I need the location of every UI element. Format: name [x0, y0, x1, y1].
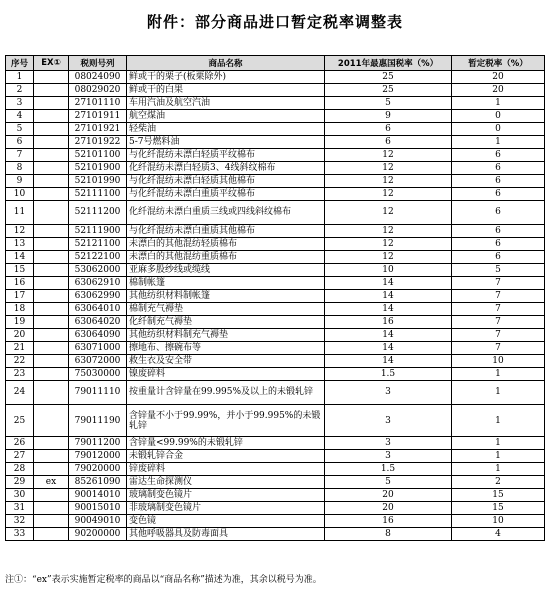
product-name: 轻柴油 [127, 123, 325, 136]
row-number: 27 [6, 450, 34, 463]
ex-mark [34, 355, 69, 368]
ex-mark [34, 97, 69, 110]
tariff-code: 79012000 [69, 450, 127, 463]
product-name: 棉制充气褥垫 [127, 303, 325, 316]
row-number: 13 [6, 238, 34, 251]
provisional-rate: 1 [452, 381, 545, 405]
provisional-rate: 10 [452, 355, 545, 368]
col-header-no: 序号 [6, 56, 34, 71]
row-number: 17 [6, 290, 34, 303]
ex-mark [34, 290, 69, 303]
provisional-rate: 0 [452, 123, 545, 136]
mfn-rate: 3 [325, 450, 452, 463]
row-number: 20 [6, 329, 34, 342]
ex-mark [34, 502, 69, 515]
row-number: 25 [6, 405, 34, 437]
tariff-code: 52111200 [69, 201, 127, 225]
tariff-code: 79020000 [69, 463, 127, 476]
provisional-rate: 7 [452, 277, 545, 290]
ex-mark [34, 201, 69, 225]
provisional-rate: 6 [452, 162, 545, 175]
row-number: 33 [6, 528, 34, 541]
provisional-rate: 7 [452, 303, 545, 316]
tariff-code: 27101922 [69, 136, 127, 149]
ex-mark [34, 463, 69, 476]
tariff-code: 79011190 [69, 405, 127, 437]
ex-mark [34, 175, 69, 188]
table-row [6, 342, 545, 355]
mfn-rate: 9 [325, 110, 452, 123]
table-row [6, 290, 545, 303]
mfn-rate: 3 [325, 437, 452, 450]
table-body [6, 71, 545, 541]
product-name: 其他呼吸器具及防毒面具 [127, 528, 325, 541]
page-title: 附件：部分商品进口暂定税率调整表 [146, 13, 403, 31]
row-number: 5 [6, 123, 34, 136]
row-number: 29 [6, 476, 34, 489]
row-number: 10 [6, 188, 34, 201]
row-number: 15 [6, 264, 34, 277]
table-row [6, 84, 545, 97]
table-row [6, 225, 545, 238]
ex-mark [34, 149, 69, 162]
ex-mark: ex [34, 476, 69, 489]
row-number: 1 [6, 71, 34, 84]
provisional-rate: 20 [452, 84, 545, 97]
product-name: 航空煤油 [127, 110, 325, 123]
row-number: 2 [6, 84, 34, 97]
product-name: 其他纺织材料制充气褥垫 [127, 329, 325, 342]
tariff-code: 79011110 [69, 381, 127, 405]
row-number: 14 [6, 251, 34, 264]
product-name: 镍废碎料 [127, 368, 325, 381]
tariff-code: 53062000 [69, 264, 127, 277]
ex-mark [34, 277, 69, 290]
ex-mark [34, 225, 69, 238]
provisional-rate: 1 [452, 437, 545, 450]
tariff-code: 63072000 [69, 355, 127, 368]
product-name: 与化纤混纺未漂白重质其他棉布 [127, 225, 325, 238]
table-row [6, 405, 545, 437]
row-number: 3 [6, 97, 34, 110]
product-name: 按重量计含锌量在99.995%及以上的未锻轧锌 [127, 381, 325, 405]
product-name: 非玻璃制变色镜片 [127, 502, 325, 515]
mfn-rate: 3 [325, 405, 452, 437]
provisional-rate: 6 [452, 238, 545, 251]
tariff-code: 52101990 [69, 175, 127, 188]
mfn-rate: 1.5 [325, 368, 452, 381]
provisional-rate: 1 [452, 368, 545, 381]
mfn-rate: 5 [325, 97, 452, 110]
ex-mark [34, 84, 69, 97]
table-row [6, 437, 545, 450]
row-number: 30 [6, 489, 34, 502]
table-row [6, 463, 545, 476]
tariff-code: 63064090 [69, 329, 127, 342]
product-name: 棉制帐篷 [127, 277, 325, 290]
product-name: 未漂白的其他混纺轻质棉布 [127, 238, 325, 251]
tariff-code: 27101911 [69, 110, 127, 123]
table-row [6, 123, 545, 136]
table-row [6, 528, 545, 541]
mfn-rate: 12 [325, 238, 452, 251]
provisional-rate: 7 [452, 290, 545, 303]
ex-mark [34, 238, 69, 251]
mfn-rate: 10 [325, 264, 452, 277]
tariff-code: 90200000 [69, 528, 127, 541]
tariff-code: 90049010 [69, 515, 127, 528]
ex-mark [34, 303, 69, 316]
provisional-rate: 7 [452, 329, 545, 342]
provisional-rate: 6 [452, 201, 545, 225]
product-name: 雷达生命探测仪 [127, 476, 325, 489]
provisional-rate: 2 [452, 476, 545, 489]
product-name: 化纤制充气褥垫 [127, 316, 325, 329]
provisional-rate: 7 [452, 316, 545, 329]
provisional-rate: 20 [452, 71, 545, 84]
tariff-code: 63064010 [69, 303, 127, 316]
product-name: 化纤混纺未漂白重质三线或四线斜纹棉布 [127, 201, 325, 225]
table-row [6, 502, 545, 515]
ex-mark [34, 110, 69, 123]
product-name: 变色镜 [127, 515, 325, 528]
provisional-rate: 1 [452, 136, 545, 149]
provisional-rate: 6 [452, 225, 545, 238]
tariff-code: 27101921 [69, 123, 127, 136]
row-number: 7 [6, 149, 34, 162]
product-name: 救生衣及安全带 [127, 355, 325, 368]
ex-mark [34, 368, 69, 381]
row-number: 12 [6, 225, 34, 238]
table-row [6, 97, 545, 110]
mfn-rate: 20 [325, 489, 452, 502]
provisional-rate: 7 [452, 342, 545, 355]
ex-mark [34, 515, 69, 528]
tariff-code: 63062910 [69, 277, 127, 290]
table-row [6, 368, 545, 381]
ex-mark [34, 405, 69, 437]
provisional-rate: 1 [452, 97, 545, 110]
ex-mark [34, 437, 69, 450]
provisional-rate: 6 [452, 175, 545, 188]
product-name: 未漂白的其他混纺重质棉布 [127, 251, 325, 264]
col-header-provisional-rate: 暂定税率（%） [452, 56, 545, 71]
mfn-rate: 25 [325, 84, 452, 97]
product-name: 鲜或干的白果 [127, 84, 325, 97]
mfn-rate: 12 [325, 149, 452, 162]
product-name: 其他纺织材料制帐篷 [127, 290, 325, 303]
mfn-rate: 12 [325, 175, 452, 188]
product-name: 含锌量<99.99%的未锻轧锌 [127, 437, 325, 450]
mfn-rate: 20 [325, 502, 452, 515]
tariff-code: 90014010 [69, 489, 127, 502]
col-header-ex: EX① [34, 56, 69, 71]
tariff-code: 08029020 [69, 84, 127, 97]
table-row [6, 188, 545, 201]
product-name: 5-7号燃料油 [127, 136, 325, 149]
product-name: 未锻轧锌合金 [127, 450, 325, 463]
table-row [6, 450, 545, 463]
ex-mark [34, 71, 69, 84]
tariff-code: 79011200 [69, 437, 127, 450]
mfn-rate: 12 [325, 225, 452, 238]
mfn-rate: 6 [325, 123, 452, 136]
row-number: 16 [6, 277, 34, 290]
provisional-rate: 0 [452, 110, 545, 123]
provisional-rate: 6 [452, 188, 545, 201]
provisional-rate: 6 [452, 149, 545, 162]
product-name: 亚麻多股纱线或缆线 [127, 264, 325, 277]
table-row [6, 329, 545, 342]
mfn-rate: 12 [325, 188, 452, 201]
table-row [6, 303, 545, 316]
table-row [6, 175, 545, 188]
row-number: 26 [6, 437, 34, 450]
table-row [6, 201, 545, 225]
mfn-rate: 14 [325, 303, 452, 316]
row-number: 24 [6, 381, 34, 405]
mfn-rate: 12 [325, 251, 452, 264]
tariff-code: 85261090 [69, 476, 127, 489]
mfn-rate: 14 [325, 329, 452, 342]
table-row [6, 515, 545, 528]
table-row [6, 264, 545, 277]
mfn-rate: 14 [325, 290, 452, 303]
product-name: 玻璃制变色镜片 [127, 489, 325, 502]
tariff-code: 63064020 [69, 316, 127, 329]
provisional-rate: 5 [452, 264, 545, 277]
col-header-name: 商品名称 [127, 56, 325, 71]
product-name: 车用汽油及航空汽油 [127, 97, 325, 110]
mfn-rate: 8 [325, 528, 452, 541]
ex-mark [34, 342, 69, 355]
ex-mark [34, 316, 69, 329]
provisional-rate: 4 [452, 528, 545, 541]
product-name: 擦地布、擦碗布等 [127, 342, 325, 355]
col-header-mfn-rate: 2011年最惠国税率（%） [325, 56, 452, 71]
product-name: 与化纤混纺未漂白轻质平纹棉布 [127, 149, 325, 162]
table-row [6, 251, 545, 264]
tariff-code: 27101110 [69, 97, 127, 110]
table-row [6, 238, 545, 251]
mfn-rate: 16 [325, 316, 452, 329]
row-number: 23 [6, 368, 34, 381]
tariff-code: 63071000 [69, 342, 127, 355]
col-header-code: 税则号列 [69, 56, 127, 71]
mfn-rate: 3 [325, 381, 452, 405]
table-row [6, 162, 545, 175]
table-row [6, 316, 545, 329]
table-row [6, 110, 545, 123]
tariff-code: 08024090 [69, 71, 127, 84]
table-row [6, 355, 545, 368]
tariff-code: 52121100 [69, 238, 127, 251]
row-number: 32 [6, 515, 34, 528]
product-name: 与化纤混纺未漂白重质平纹棉布 [127, 188, 325, 201]
tariff-code: 52111100 [69, 188, 127, 201]
tariff-code: 52101900 [69, 162, 127, 175]
ex-mark [34, 264, 69, 277]
ex-mark [34, 188, 69, 201]
ex-mark [34, 162, 69, 175]
row-number: 31 [6, 502, 34, 515]
provisional-rate: 6 [452, 251, 545, 264]
table-row [6, 149, 545, 162]
tariff-code: 90015010 [69, 502, 127, 515]
provisional-rate: 1 [452, 463, 545, 476]
mfn-rate: 14 [325, 342, 452, 355]
product-name: 锌废碎料 [127, 463, 325, 476]
mfn-rate: 14 [325, 355, 452, 368]
product-name: 与化纤混纺未漂白轻质其他棉布 [127, 175, 325, 188]
mfn-rate: 14 [325, 277, 452, 290]
ex-mark [34, 329, 69, 342]
row-number: 22 [6, 355, 34, 368]
provisional-rate: 15 [452, 489, 545, 502]
table-row [6, 381, 545, 405]
row-number: 4 [6, 110, 34, 123]
mfn-rate: 16 [325, 515, 452, 528]
ex-mark [34, 381, 69, 405]
product-name: 化纤混纺未漂白轻质3、4线斜纹棉布 [127, 162, 325, 175]
row-number: 19 [6, 316, 34, 329]
row-number: 18 [6, 303, 34, 316]
row-number: 21 [6, 342, 34, 355]
mfn-rate: 6 [325, 136, 452, 149]
ex-mark [34, 450, 69, 463]
mfn-rate: 12 [325, 162, 452, 175]
table-row [6, 136, 545, 149]
table-row [6, 71, 545, 84]
table-header-row [6, 56, 545, 71]
product-name: 含锌量不小于99.99%，并小于99.995%的未锻轧锌 [127, 405, 325, 437]
mfn-rate: 25 [325, 71, 452, 84]
tariff-code: 52111900 [69, 225, 127, 238]
tariff-code: 52122100 [69, 251, 127, 264]
provisional-rate: 15 [452, 502, 545, 515]
tariff-code: 52101100 [69, 149, 127, 162]
provisional-rate: 10 [452, 515, 545, 528]
provisional-rate: 1 [452, 450, 545, 463]
ex-mark [34, 489, 69, 502]
table-row [6, 489, 545, 502]
ex-mark [34, 123, 69, 136]
product-name: 鲜或干的栗子(板栗除外) [127, 71, 325, 84]
ex-mark [34, 136, 69, 149]
tariff-code: 75030000 [69, 368, 127, 381]
row-number: 9 [6, 175, 34, 188]
tariff-code: 63062990 [69, 290, 127, 303]
row-number: 11 [6, 201, 34, 225]
mfn-rate: 1.5 [325, 463, 452, 476]
provisional-rate: 1 [452, 405, 545, 437]
ex-mark [34, 251, 69, 264]
mfn-rate: 5 [325, 476, 452, 489]
table-row [6, 277, 545, 290]
row-number: 8 [6, 162, 34, 175]
table-row [6, 476, 545, 489]
ex-mark [34, 528, 69, 541]
row-number: 6 [6, 136, 34, 149]
tariff-table [5, 55, 545, 541]
mfn-rate: 12 [325, 201, 452, 225]
footnote: 注①：“ex”表示实施暂定税率的商品以“商品名称”描述为准，其余以税号为准。 [5, 575, 322, 585]
row-number: 28 [6, 463, 34, 476]
